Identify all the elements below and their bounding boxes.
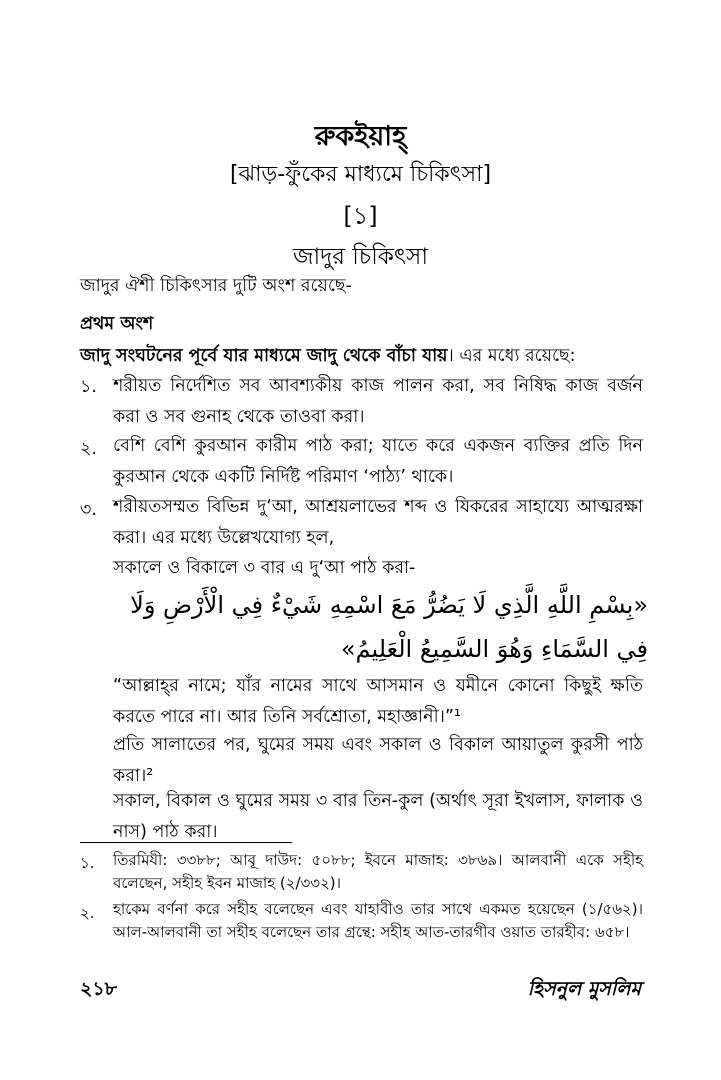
part-title: প্রথম অংশ: [80, 314, 154, 334]
section-title: জাদুর চিকিৎসা: [292, 244, 429, 270]
page-number: ২১৮: [80, 978, 118, 1000]
footnote-text: তিরমিযী: ৩৩৮৮; আবূ দাউদ: ৫০৮৮; ইবনে মাজাহ: ৩৮৬৯। আলবানী একে সহীহ বলেছেন, সহীহ ইবন মাজাহ (২/৩৩২)।: [113, 851, 643, 892]
part-lead-rest: । এর মধ্যে রয়েছে:: [447, 346, 576, 366]
list-item-text: শরীয়তসম্মত বিভিন্ন দু‘আ, আশ্রয়লাভের শব্দ ও যিকরের সাহায্যে আত্মরক্ষা করা। এর মধ্যে উল্লেখযোগ্য হল,: [113, 497, 643, 548]
list-item-number: ২.: [80, 439, 97, 459]
book-title: হিসনুল মুসলিম: [527, 978, 641, 1000]
footnote-number: ১.: [80, 854, 95, 872]
list-item-number: ৩.: [80, 500, 97, 520]
chapter-subtitle: [ঝাড়-ফুঁকের মাধ্যমে চিকিৎসা]: [229, 162, 492, 187]
three-quls-instruction: সকাল, বিকাল ও ঘুমের সময় ৩ বার তিন-কুল (অর্থাৎ সূরা ইখলাস, ফালাক ও নাস) পাঠ করা।: [113, 791, 643, 842]
list-item-number: ১.: [80, 377, 97, 397]
intro-text: জাদুর ঐশী চিকিৎসার দুটি অংশ রয়েছে-: [80, 276, 352, 296]
morning-evening-instruction: সকালে ও বিকালে ৩ বার এ দু‘আ পাঠ করা-: [113, 558, 416, 578]
part-lead-bold: জাদু সংঘটনের পূর্বে যার মাধ্যমে জাদু থেকে বাঁচা যায়: [80, 346, 448, 366]
dua-translation: “আল্লাহ্‌র নামে; যাঁর নামের সাথে আসমান ও যমীনে কোনো কিছুই ক্ষতি করতে পারে না। আর তিনি সর্বশ্রোতা, মহাজ্ঞানী।”¹: [113, 676, 643, 727]
list-item-text: শরীয়ত নির্দেশিত সব আবশ্যকীয় কাজ পালন করা, সব নিষিদ্ধ কাজ বর্জন করা ও সব গুনাহ থেকে তাওবা করা।: [113, 376, 643, 427]
footnote-text: হাকেম বর্ণনা করে সহীহ বলেছেন এবং যাহাবীও তার সাথে একমত হয়েছেন (১/৫৬২)। আল-আলবানী তা সহীহ বলেছেন তার গ্রন্থে: সহীহ আত-তারগীব ওয়াত তারহীব: ৬৫৮।: [113, 900, 643, 941]
ayatul-kursi-instruction: প্রতি সালাতের পর, ঘুমের সময় এবং সকাল ও বিকাল আয়াতুল কুরসী পাঠ করা।²: [113, 735, 643, 786]
arabic-dua: «بِسْمِ اللَّهِ الَّذِي لَا يَضُرُّ مَعَ اسْمِهِ شَيْءٌ فِي الْأَرْضِ وَلَا فِي السَّمَاءِ وَهُوَ السَّمِيعُ الْعَلِيمُ»: [130, 591, 648, 663]
chapter-title: রুকইয়াহ্: [314, 121, 407, 152]
footnote-divider: [80, 842, 292, 843]
section-number: [১]: [343, 202, 378, 230]
part-lead: [80, 341, 576, 371]
footnote-number: ২.: [80, 904, 95, 922]
list-item-text: বেশি বেশি কুরআন কারীম পাঠ করা; যাতে করে একজন ব্যক্তির প্রতি দিন কুরআন থেকে একটি নির্দিষ্ট পরিমাণ ‘পাঠ্য’ থাকে।: [113, 436, 643, 487]
